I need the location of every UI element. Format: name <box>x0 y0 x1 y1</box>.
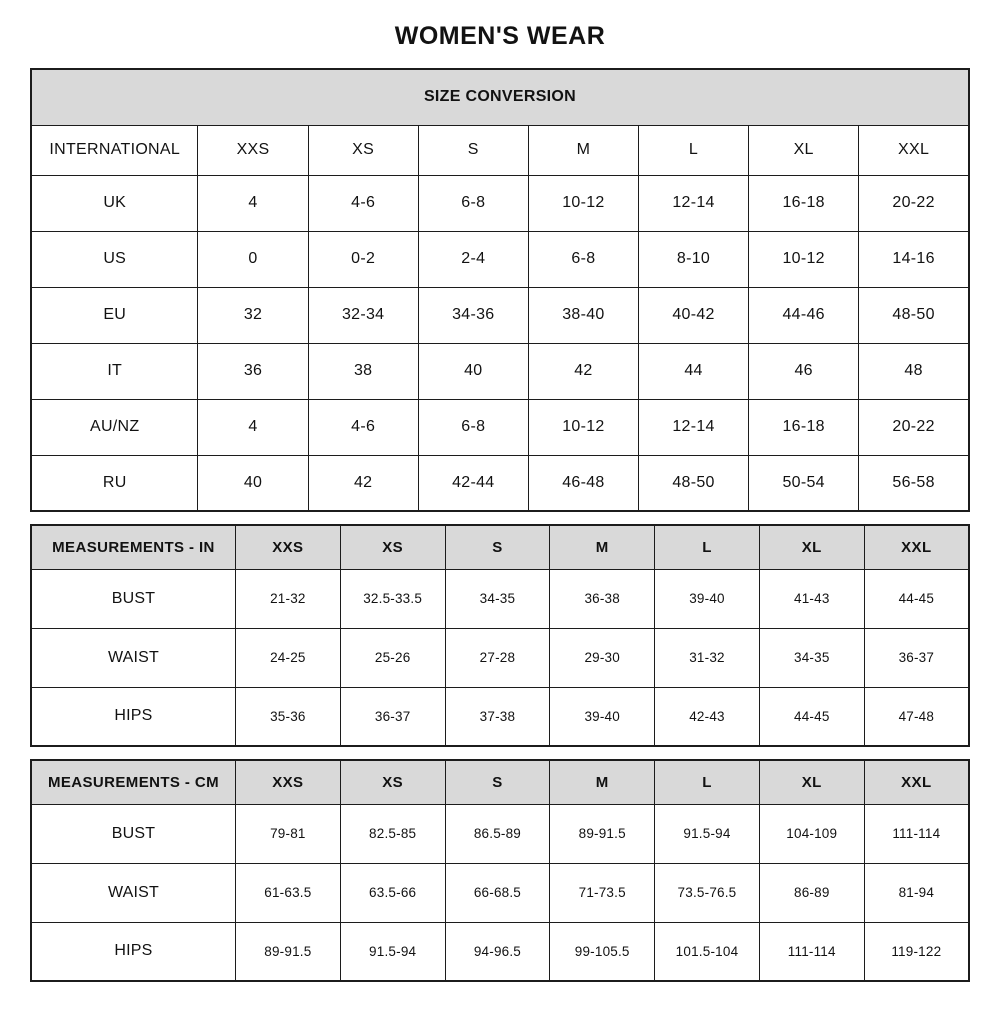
column-header: XXL <box>864 525 969 569</box>
cell: 36-37 <box>340 687 445 746</box>
column-header: INTERNATIONAL <box>31 125 198 175</box>
cell: 56-58 <box>859 455 969 511</box>
row-label: WAIST <box>31 628 235 687</box>
column-header: XS <box>340 760 445 804</box>
column-header: MEASUREMENTS - CM <box>31 760 235 804</box>
banner-row <box>31 69 969 125</box>
cell: 8-10 <box>638 231 748 287</box>
cell: 37-38 <box>445 687 550 746</box>
cell: 38 <box>308 343 418 399</box>
cell: 29-30 <box>550 628 655 687</box>
column-header: XS <box>340 525 445 569</box>
cell: 31-32 <box>655 628 760 687</box>
row-label: RU <box>31 455 198 511</box>
cell: 16-18 <box>749 175 859 231</box>
cell: 44-45 <box>759 687 864 746</box>
cell: 12-14 <box>638 175 748 231</box>
cell: 41-43 <box>759 569 864 628</box>
table-row <box>31 569 969 628</box>
cell: 0 <box>198 231 308 287</box>
cell: 42-43 <box>655 687 760 746</box>
cell: 12-14 <box>638 399 748 455</box>
header-row <box>31 125 969 175</box>
table-row <box>31 863 969 922</box>
cell: 86-89 <box>759 863 864 922</box>
cell: 40-42 <box>638 287 748 343</box>
cell: 101.5-104 <box>655 922 760 981</box>
row-label: BUST <box>31 804 235 863</box>
table-row <box>31 628 969 687</box>
header-row <box>31 525 969 569</box>
cell: 25-26 <box>340 628 445 687</box>
cell: 27-28 <box>445 628 550 687</box>
column-header: XL <box>759 525 864 569</box>
table-row <box>31 922 969 981</box>
cell: 38-40 <box>528 287 638 343</box>
row-label: AU/NZ <box>31 399 198 455</box>
cell: 47-48 <box>864 687 969 746</box>
column-header: XL <box>749 125 859 175</box>
cell: 48-50 <box>859 287 969 343</box>
cell: 20-22 <box>859 175 969 231</box>
measurements-cm-table <box>30 759 970 982</box>
column-header: M <box>550 525 655 569</box>
cell: 119-122 <box>864 922 969 981</box>
cell: 48-50 <box>638 455 748 511</box>
cell: 79-81 <box>235 804 340 863</box>
cell: 73.5-76.5 <box>655 863 760 922</box>
cell: 10-12 <box>528 399 638 455</box>
table-row <box>31 399 969 455</box>
column-header: S <box>445 760 550 804</box>
cell: 34-36 <box>418 287 528 343</box>
row-label: EU <box>31 287 198 343</box>
column-header: XXS <box>235 760 340 804</box>
cell: 89-91.5 <box>550 804 655 863</box>
row-label: HIPS <box>31 922 235 981</box>
column-header: M <box>550 760 655 804</box>
table-row <box>31 687 969 746</box>
cell: 104-109 <box>759 804 864 863</box>
table-row <box>31 343 969 399</box>
cell: 94-96.5 <box>445 922 550 981</box>
cell: 24-25 <box>235 628 340 687</box>
column-header: M <box>528 125 638 175</box>
table-row <box>31 175 969 231</box>
cell: 21-32 <box>235 569 340 628</box>
cell: 50-54 <box>749 455 859 511</box>
column-header: XS <box>308 125 418 175</box>
column-header: XXL <box>864 760 969 804</box>
cell: 36-38 <box>550 569 655 628</box>
cell: 10-12 <box>528 175 638 231</box>
column-header: S <box>418 125 528 175</box>
table-row <box>31 231 969 287</box>
column-header: MEASUREMENTS - IN <box>31 525 235 569</box>
size-conversion-banner: SIZE CONVERSION <box>31 69 969 125</box>
cell: 32 <box>198 287 308 343</box>
cell: 4-6 <box>308 175 418 231</box>
column-header: XXS <box>198 125 308 175</box>
row-label: HIPS <box>31 687 235 746</box>
cell: 82.5-85 <box>340 804 445 863</box>
column-header: XXS <box>235 525 340 569</box>
cell: 71-73.5 <box>550 863 655 922</box>
cell: 20-22 <box>859 399 969 455</box>
cell: 39-40 <box>550 687 655 746</box>
cell: 36-37 <box>864 628 969 687</box>
cell: 61-63.5 <box>235 863 340 922</box>
column-header: XXL <box>859 125 969 175</box>
cell: 111-114 <box>864 804 969 863</box>
cell: 42-44 <box>418 455 528 511</box>
cell: 32.5-33.5 <box>340 569 445 628</box>
table-row <box>31 287 969 343</box>
cell: 46-48 <box>528 455 638 511</box>
column-header: S <box>445 525 550 569</box>
cell: 6-8 <box>418 399 528 455</box>
cell: 10-12 <box>749 231 859 287</box>
cell: 36 <box>198 343 308 399</box>
column-header: XL <box>759 760 864 804</box>
cell: 44-45 <box>864 569 969 628</box>
row-label: UK <box>31 175 198 231</box>
cell: 42 <box>308 455 418 511</box>
cell: 99-105.5 <box>550 922 655 981</box>
cell: 32-34 <box>308 287 418 343</box>
measurements-in-table <box>30 524 970 747</box>
table-row <box>31 455 969 511</box>
column-header: L <box>655 525 760 569</box>
cell: 16-18 <box>749 399 859 455</box>
row-label: IT <box>31 343 198 399</box>
cell: 39-40 <box>655 569 760 628</box>
cell: 81-94 <box>864 863 969 922</box>
cell: 14-16 <box>859 231 969 287</box>
cell: 63.5-66 <box>340 863 445 922</box>
page-title: WOMEN'S WEAR <box>394 22 606 50</box>
cell: 34-35 <box>445 569 550 628</box>
cell: 91.5-94 <box>340 922 445 981</box>
row-label: BUST <box>31 569 235 628</box>
cell: 86.5-89 <box>445 804 550 863</box>
column-header: L <box>655 760 760 804</box>
cell: 0-2 <box>308 231 418 287</box>
cell: 2-4 <box>418 231 528 287</box>
cell: 46 <box>749 343 859 399</box>
row-label: WAIST <box>31 863 235 922</box>
cell: 44-46 <box>749 287 859 343</box>
cell: 40 <box>418 343 528 399</box>
cell: 42 <box>528 343 638 399</box>
cell: 35-36 <box>235 687 340 746</box>
cell: 4-6 <box>308 399 418 455</box>
cell: 4 <box>198 175 308 231</box>
cell: 4 <box>198 399 308 455</box>
cell: 89-91.5 <box>235 922 340 981</box>
cell: 91.5-94 <box>655 804 760 863</box>
cell: 34-35 <box>759 628 864 687</box>
cell: 6-8 <box>418 175 528 231</box>
cell: 6-8 <box>528 231 638 287</box>
cell: 44 <box>638 343 748 399</box>
cell: 111-114 <box>759 922 864 981</box>
size-conversion-table <box>30 68 970 512</box>
cell: 66-68.5 <box>445 863 550 922</box>
cell: 48 <box>859 343 969 399</box>
header-row <box>31 760 969 804</box>
row-label: US <box>31 231 198 287</box>
column-header: L <box>638 125 748 175</box>
table-row <box>31 804 969 863</box>
cell: 40 <box>198 455 308 511</box>
